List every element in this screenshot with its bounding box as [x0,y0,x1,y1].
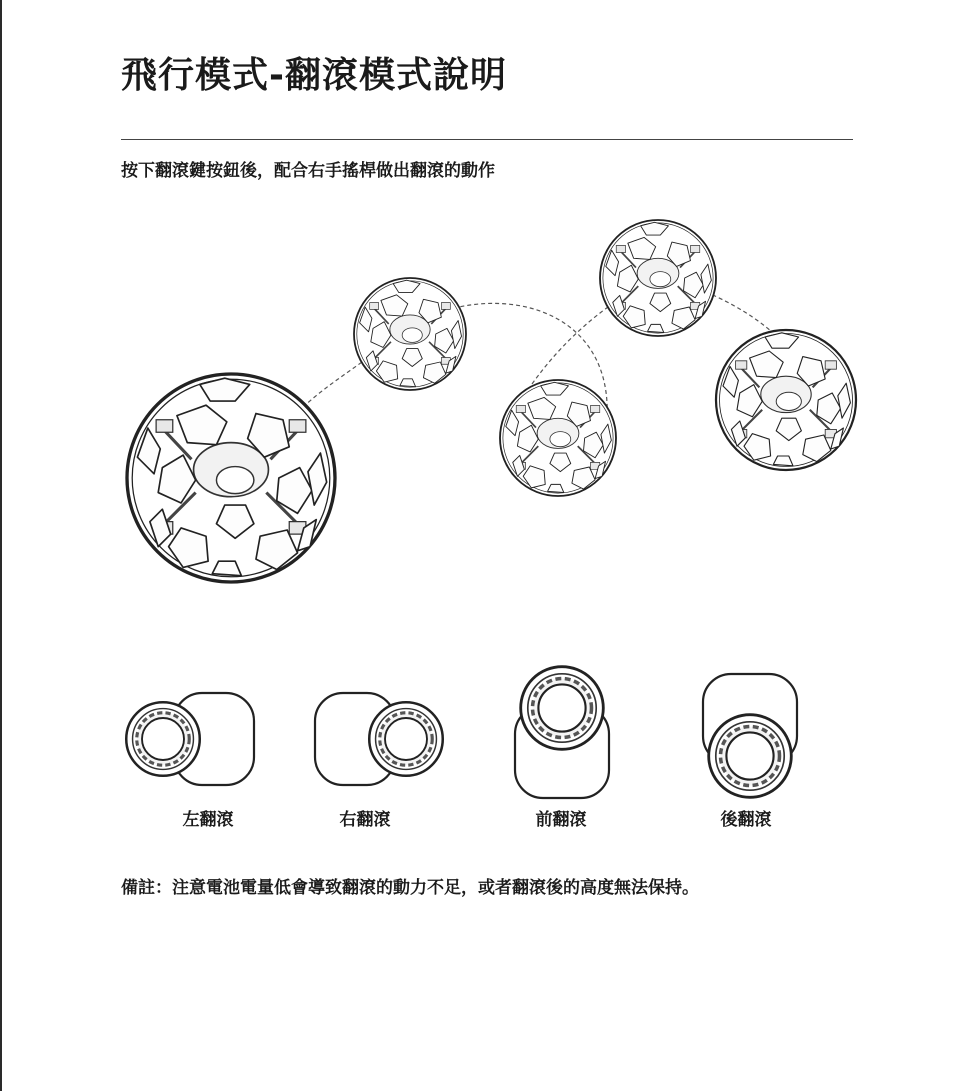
page-title: 飛行模式-翻滾模式說明 [121,55,507,96]
instruction-text: 按下翻滾鍵按鈕後，配合右手搖桿做出翻滾的動作 [121,161,495,181]
flip-diagram-back [703,674,797,797]
drone-ball-small-1 [354,278,466,390]
flip-label-right: 右翻滾 [339,810,391,830]
drone-ball-large [127,374,335,582]
note-text: 備註：注意電池電量低會導致翻滾的動力不足，或者翻滾後的高度無法保持。 [121,878,699,898]
drone-ball-small-4 [716,330,856,470]
flight-path-1 [298,362,362,412]
drone-ball-small-2 [500,380,616,496]
flip-diagram-left [126,693,254,785]
flip-diagram-right [315,693,443,785]
flip-label-left: 左翻滾 [182,810,234,830]
flip-label-front: 前翻滾 [535,810,587,830]
flight-path-4 [706,292,772,332]
drone-ball-small-3 [600,220,716,336]
flip-diagram-front [515,667,609,798]
flip-label-back: 後翻滾 [720,810,772,830]
